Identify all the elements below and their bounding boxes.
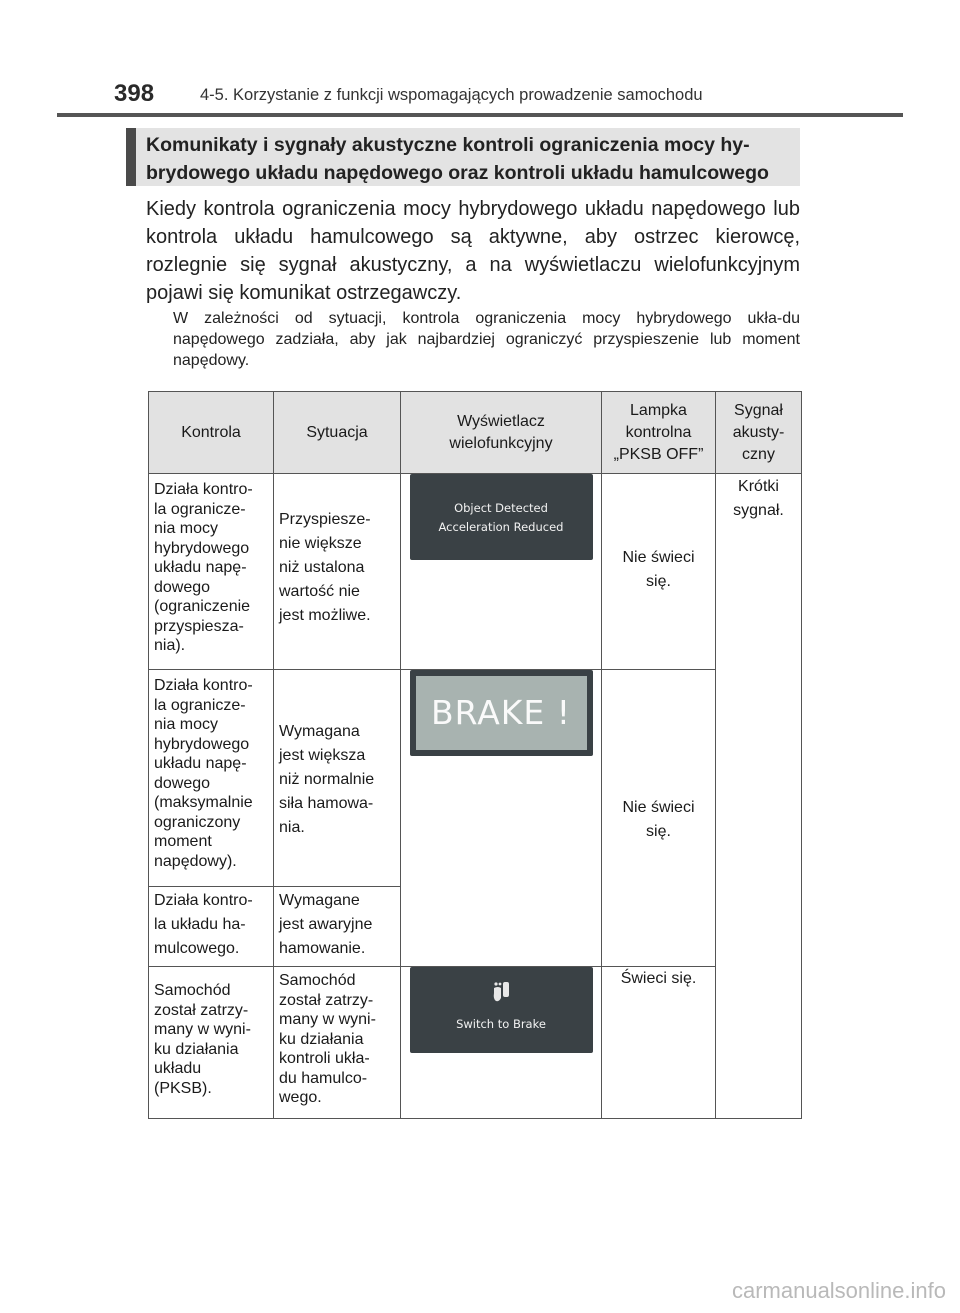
text-line: Samochód: [154, 982, 231, 999]
header-display: [401, 392, 602, 474]
text-line: sygnał.: [733, 502, 784, 519]
table-row: [149, 967, 802, 1119]
text-line: kontrolna: [625, 423, 692, 441]
text-line: „PKSB OFF”: [613, 445, 704, 463]
header-control: [149, 392, 274, 474]
text-line: Wymagane: [279, 892, 360, 909]
header-divider: [57, 113, 903, 117]
cell-control: [149, 474, 274, 670]
text-line: mulcowego.: [154, 940, 240, 957]
cell-lamp: [602, 474, 716, 670]
cell-control: [149, 967, 274, 1119]
brake-warning-text: BRAKE !: [416, 676, 587, 750]
section-title-line-1: Komunikaty i sygnały akustyczne kontroli ograniczenia mocy hy-: [146, 134, 750, 156]
text-line: Działa kontro-: [154, 481, 253, 498]
text-line: jest awaryjne: [279, 916, 373, 933]
page-header: [114, 80, 904, 110]
cell-display: [401, 967, 602, 1119]
text-line: Działa kontro-: [154, 892, 253, 909]
text-line: dowego: [154, 774, 211, 792]
text-line: nia).: [154, 637, 186, 654]
text-line: niż ustalona: [279, 559, 365, 576]
text-line: jest możliwe.: [279, 607, 371, 624]
brake-screen: [410, 670, 593, 756]
text-line: ku działania: [154, 1040, 239, 1058]
cell-situation: [274, 474, 401, 670]
text-line: (PKSB).: [154, 1079, 212, 1097]
chapter-title: 4-5. Korzystanie z funkcji wspomagających prowadzenie samochodu: [200, 86, 703, 104]
table-row: [149, 670, 802, 887]
cell-display: [401, 474, 602, 670]
messages-table: [148, 391, 802, 1119]
text-line: moment: [154, 833, 212, 850]
watermark: carmanualsonline.info: [731, 1278, 946, 1303]
text-line: Wymagana: [279, 723, 360, 740]
text-line: niż normalnie: [279, 771, 375, 788]
text-line: nia.: [279, 819, 305, 836]
text-line: la układu ha-: [154, 916, 246, 933]
text-line: many w wyni-: [279, 1011, 376, 1028]
text-line: czny: [742, 445, 775, 463]
cell-situation: [274, 887, 401, 967]
section-title: [126, 128, 800, 186]
text-line: Lampka: [630, 401, 687, 419]
screen-line-1: Object Detected: [454, 501, 548, 515]
text-line: Nie świeci: [622, 549, 695, 566]
switch-to-brake-text: Switch to Brake: [456, 1017, 546, 1031]
text-line: ku działania: [279, 1030, 364, 1048]
text-line: Samochód: [279, 972, 356, 989]
brake-pedal-icon: [491, 981, 511, 1003]
text-line: nia mocy: [154, 716, 219, 733]
text-line: Działa kontro-: [154, 677, 253, 694]
text-line: się.: [646, 573, 671, 590]
text-line: jest większa: [279, 747, 366, 764]
table-row: [149, 474, 802, 670]
cell-sound: [716, 474, 802, 1119]
page-number: 398: [114, 80, 155, 107]
text-line: (maksymalnie: [154, 794, 253, 811]
text-line: Wyświetlacz: [457, 412, 545, 430]
text-line: Sytuacja: [306, 423, 368, 441]
cell-lamp: [602, 967, 716, 1119]
text-line: ograniczony: [154, 813, 241, 831]
cell-situation: [274, 670, 401, 887]
text-line: wego.: [279, 1089, 322, 1106]
table-header-row: [149, 392, 802, 474]
text-line: hybrydowego: [154, 539, 250, 557]
text-line: Przyspiesze-: [279, 511, 371, 528]
text-line: la ogranicze-: [154, 500, 246, 518]
text-line: many w wyni-: [154, 1021, 251, 1038]
header-lamp: [602, 392, 716, 474]
text-line: akusty-: [732, 423, 785, 441]
text-line: hybrydowego: [154, 735, 250, 753]
cell-situation: [274, 967, 401, 1119]
header-sound: [716, 392, 802, 474]
text-line: się.: [646, 823, 671, 840]
object-detected-screen: [410, 474, 593, 560]
cell-lamp: [602, 670, 716, 967]
switch-to-brake-screen: [410, 967, 593, 1053]
text-line: Sygnał: [734, 401, 783, 419]
text-line: nia mocy: [154, 520, 219, 537]
intro-paragraph: Kiedy kontrola ograniczenia mocy hybrydowego układu napędowego lub kontrola układu hamulcowego są aktywne, aby ostrzec kierowcę, rozlegnie się sygnał akustyczny, a na wyświetlaczu wielofunkcyjnym pojawi się komunikat ostrzegawczy.: [146, 198, 800, 304]
text-line: napędowy).: [154, 852, 237, 870]
header-situation: [274, 392, 401, 474]
text-line: (ograniczenie: [154, 598, 251, 615]
text-line: wartość nie: [279, 583, 360, 600]
cell-control: [149, 670, 274, 887]
cell-control: [149, 887, 274, 967]
note-paragraph: W zależności od sytuacji, kontrola ograniczenia mocy hybrydowego ukła-du napędowego zadziała, aby jak najbardziej ograniczyć przyspieszenie lub moment napędowy.: [173, 310, 800, 369]
text-line: nie większe: [279, 535, 362, 552]
text-line: wielofunkcyjny: [449, 434, 553, 452]
text-line: kontroli ukła-: [279, 1050, 370, 1067]
text-line: przyspiesza-: [154, 617, 244, 635]
text-line: la ogranicze-: [154, 696, 246, 714]
text-line: hamowanie.: [279, 940, 366, 957]
section-title-line-2: brydowego układu napędowego oraz kontroli układu hamulcowego: [146, 162, 769, 184]
text-line: dowego: [154, 578, 211, 596]
text-line: Nie świeci: [622, 799, 695, 816]
text-line: został zatrzy-: [154, 1001, 249, 1019]
cell-display: [401, 670, 602, 967]
text-line: układu napę-: [154, 755, 247, 772]
text-line: układu napę-: [154, 559, 247, 576]
text-line: układu: [154, 1060, 202, 1077]
text-line: Świeci się.: [620, 970, 697, 987]
text-line: Krótki: [738, 478, 779, 495]
text-line: Kontrola: [181, 423, 241, 441]
text-line: siła hamowa-: [279, 795, 374, 812]
text-line: du hamulco-: [279, 1069, 368, 1087]
screen-line-2: Acceleration Reduced: [438, 520, 564, 534]
text-line: został zatrzy-: [279, 991, 374, 1009]
